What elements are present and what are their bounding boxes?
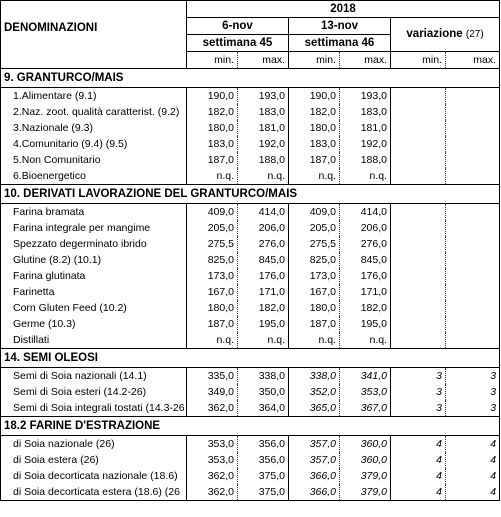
max-13nov-cell: 379,0 [360, 470, 387, 482]
row-label: 1.Alimentare (9.1) [1, 88, 187, 105]
table-row [1, 152, 500, 168]
max-variazione-cell [446, 120, 500, 136]
row-label: Farinetta [1, 284, 187, 300]
max-6nov-cell: 206,0 [258, 222, 285, 234]
row-label: Germe (10.3) [1, 316, 187, 332]
row-label: Corn Gluten Feed (10.2) [1, 300, 187, 316]
min-variazione-cell: 3 [391, 384, 446, 400]
variazione-header [391, 18, 500, 52]
table-row [1, 316, 500, 332]
max-variazione-cell: 4 [446, 468, 500, 484]
max-13nov-cell: 171,0 [360, 286, 387, 298]
table-row [1, 484, 500, 501]
table-header [1, 1, 500, 69]
min-6nov-cell: 180,0 [187, 300, 238, 316]
min-6nov-cell: 362,0 [187, 468, 238, 484]
max-13nov-cell: 414,0 [360, 206, 387, 218]
table-row [1, 104, 500, 120]
max-variazione-cell [446, 168, 500, 185]
section-title-filler [446, 69, 500, 88]
row-label: Spezzato degerminato ibrido [1, 236, 187, 252]
date1-header: 6-nov [187, 18, 289, 35]
min-13nov-cell: 338,0 [289, 368, 340, 385]
max-variazione-cell: 4 [446, 452, 500, 468]
min-variazione-cell [391, 236, 446, 252]
table-body [1, 69, 500, 501]
max-13nov-cell: 181,0 [360, 122, 387, 134]
max-13nov-cell: 206,0 [360, 222, 387, 234]
min-6nov-cell: n.q. [187, 332, 238, 349]
max-variazione-cell [446, 284, 500, 300]
max-variazione-cell [446, 204, 500, 221]
min-13nov-cell: 182,0 [289, 104, 340, 120]
max-variazione-cell [446, 152, 500, 168]
min-variazione-cell: 4 [391, 484, 446, 501]
table-row [1, 284, 500, 300]
min-variazione-cell: 3 [391, 400, 446, 417]
max-6nov-cell: 183,0 [258, 106, 285, 118]
max-6nov-cell: 171,0 [258, 286, 285, 298]
year-header: 2018 [187, 1, 500, 18]
max-variazione-cell: 4 [446, 436, 500, 453]
max-variazione-cell: 4 [446, 484, 500, 501]
min-13nov-cell: 187,0 [289, 316, 340, 332]
row-label: 3.Nazionale (9.3) [1, 120, 187, 136]
max-header-1: max. [238, 52, 289, 69]
min-13nov-cell: 205,0 [289, 220, 340, 236]
min-6nov-cell: 187,0 [187, 152, 238, 168]
row-label: Farina integrale per mangime [1, 220, 187, 236]
row-label: Distillati [1, 332, 187, 349]
min-variazione-cell: 3 [391, 368, 446, 385]
min-header-3: min. [391, 52, 446, 69]
table-row [1, 252, 500, 268]
max-6nov-cell: 181,0 [258, 122, 285, 134]
min-6nov-cell: 353,0 [187, 452, 238, 468]
min-13nov-cell: 365,0 [289, 400, 340, 417]
max-6nov-cell: n.q. [238, 332, 289, 349]
min-variazione-cell [391, 168, 446, 185]
min-6nov-cell: 173,0 [187, 268, 238, 284]
week1-header: settimana 45 [187, 35, 289, 52]
max-13nov-cell: 192,0 [360, 138, 387, 150]
table-row [1, 168, 500, 185]
date2-header: 13-nov [289, 18, 391, 35]
max-variazione-cell [446, 220, 500, 236]
row-label: di Soia decorticata nazionale (18.6) [1, 468, 187, 484]
row-label: Semi di Soia integrali tostati (14.3-26 [1, 400, 187, 417]
min-6nov-cell: 409,0 [187, 204, 238, 221]
min-6nov-cell: 205,0 [187, 220, 238, 236]
min-6nov-cell: 167,0 [187, 284, 238, 300]
max-header-3: max. [446, 52, 500, 69]
max-6nov-cell: 845,0 [258, 254, 285, 266]
table-row [1, 332, 500, 349]
min-variazione-cell [391, 220, 446, 236]
min-variazione-cell [391, 204, 446, 221]
section-title: 18.2 FARINE D'ESTRAZIONE [1, 417, 391, 436]
min-13nov-cell: 173,0 [289, 268, 340, 284]
min-6nov-cell: 825,0 [187, 252, 238, 268]
max-6nov-cell: 188,0 [258, 154, 285, 166]
row-label: 6.Bioenergetico [1, 168, 187, 185]
section-title-filler [446, 417, 500, 436]
min-variazione-cell [391, 88, 446, 105]
min-13nov-cell: 167,0 [289, 284, 340, 300]
min-variazione-cell [391, 152, 446, 168]
section-title: 10. DERIVATI LAVORAZIONE DEL GRANTURCO/MAIS [1, 185, 391, 204]
row-label: di Soia nazionale (26) [1, 436, 187, 453]
max-variazione-cell: 3 [446, 384, 500, 400]
max-13nov-cell: n.q. [340, 168, 391, 185]
table-row [1, 452, 500, 468]
min-13nov-cell: 825,0 [289, 252, 340, 268]
min-13nov-cell: n.q. [289, 332, 340, 349]
max-variazione-cell: 3 [446, 400, 500, 417]
table-row [1, 220, 500, 236]
max-6nov-cell: 195,0 [258, 318, 285, 330]
max-6nov-cell: 338,0 [258, 370, 285, 382]
max-6nov-cell: 364,0 [238, 400, 289, 417]
max-13nov-cell: 195,0 [360, 318, 387, 330]
max-variazione-cell [446, 300, 500, 316]
max-13nov-cell: 188,0 [360, 154, 387, 166]
table-row [1, 88, 500, 105]
max-13nov-cell: 341,0 [360, 370, 387, 382]
min-variazione-cell [391, 136, 446, 152]
row-label: di Soia estera (26) [1, 452, 187, 468]
min-variazione-cell [391, 316, 446, 332]
max-13nov-cell: 193,0 [360, 90, 387, 102]
row-label: Semi di Soia nazionali (14.1) [1, 368, 187, 385]
section-title-filler [391, 417, 446, 436]
max-13nov-cell: 845,0 [360, 254, 387, 266]
row-label: 5.Non Comunitario [1, 152, 187, 168]
table-row [1, 268, 500, 284]
max-6nov-cell: 276,0 [258, 238, 285, 250]
max-13nov-cell: 183,0 [360, 106, 387, 118]
table-row [1, 368, 500, 385]
min-6nov-cell: 335,0 [187, 368, 238, 385]
min-variazione-cell [391, 300, 446, 316]
min-6nov-cell: 362,0 [187, 484, 238, 501]
table-row [1, 436, 500, 453]
max-6nov-cell: 356,0 [258, 454, 285, 466]
min-variazione-cell [391, 332, 446, 349]
max-6nov-cell: 375,0 [258, 470, 285, 482]
min-header-1: min. [187, 52, 238, 69]
section-title-row [1, 185, 500, 204]
row-label: Semi di Soia esteri (14.2-26) [1, 384, 187, 400]
max-6nov-cell: 192,0 [258, 138, 285, 150]
max-variazione-cell: 3 [446, 368, 500, 385]
section-title-row [1, 349, 500, 368]
max-variazione-cell [446, 236, 500, 252]
row-label: 4.Comunitario (9.4) (9.5) [1, 136, 187, 152]
table-row [1, 236, 500, 252]
min-6nov-cell: 275,5 [187, 236, 238, 252]
table-row [1, 300, 500, 316]
table-row [1, 384, 500, 400]
max-6nov-cell: n.q. [238, 168, 289, 185]
section-title: 14. SEMI OLEOSI [1, 349, 391, 368]
min-6nov-cell: 180,0 [187, 120, 238, 136]
max-variazione-cell [446, 316, 500, 332]
max-13nov-cell: 360,0 [360, 454, 387, 466]
max-6nov-cell: 176,0 [258, 270, 285, 282]
max-variazione-cell [446, 88, 500, 105]
table-row [1, 204, 500, 221]
max-13nov-cell: 276,0 [360, 238, 387, 250]
min-13nov-cell: n.q. [289, 168, 340, 185]
min-13nov-cell: 357,0 [289, 452, 340, 468]
min-13nov-cell: 183,0 [289, 136, 340, 152]
row-label: Farina glutinata [1, 268, 187, 284]
min-variazione-cell [391, 284, 446, 300]
min-variazione-cell: 4 [391, 436, 446, 453]
table-row [1, 400, 500, 417]
section-title: 9. GRANTURCO/MAIS [1, 69, 391, 88]
max-6nov-cell: 182,0 [258, 302, 285, 314]
min-13nov-cell: 366,0 [289, 468, 340, 484]
denominazioni-header: DENOMINAZIONI [1, 1, 187, 52]
min-variazione-cell: 4 [391, 468, 446, 484]
section-title-filler [446, 349, 500, 368]
min-variazione-cell: 4 [391, 452, 446, 468]
min-6nov-cell: 353,0 [187, 436, 238, 453]
min-variazione-cell [391, 120, 446, 136]
section-title-row [1, 69, 500, 88]
min-header-2: min. [289, 52, 340, 69]
min-6nov-cell: 187,0 [187, 316, 238, 332]
section-title-filler [391, 185, 446, 204]
max-6nov-cell: 350,0 [258, 386, 285, 398]
max-header-2: max. [340, 52, 391, 69]
max-13nov-cell: 379,0 [340, 484, 391, 501]
variazione-note: (27) [465, 29, 484, 40]
max-13nov-cell: n.q. [340, 332, 391, 349]
min-13nov-cell: 190,0 [289, 88, 340, 105]
max-13nov-cell: 176,0 [360, 270, 387, 282]
table-row [1, 120, 500, 136]
section-title-filler [391, 69, 446, 88]
min-13nov-cell: 187,0 [289, 152, 340, 168]
row-label: Glutine (8.2) (10.1) [1, 252, 187, 268]
row-label: 2.Naz. zoot. qualità caratterist. (9.2) [1, 104, 187, 120]
max-13nov-cell: 182,0 [360, 302, 387, 314]
min-13nov-cell: 352,0 [289, 384, 340, 400]
section-title-row [1, 417, 500, 436]
min-variazione-cell [391, 252, 446, 268]
section-title-filler [391, 349, 446, 368]
max-6nov-cell: 375,0 [238, 484, 289, 501]
max-variazione-cell [446, 104, 500, 120]
max-13nov-cell: 367,0 [340, 400, 391, 417]
row-label: Farina bramata [1, 204, 187, 221]
max-6nov-cell: 414,0 [258, 206, 285, 218]
row-label: di Soia decorticata estera (18.6) (26 [1, 484, 187, 501]
min-6nov-cell: 190,0 [187, 88, 238, 105]
max-6nov-cell: 356,0 [258, 438, 285, 450]
variazione-label: variazione [406, 28, 463, 40]
max-variazione-cell [446, 252, 500, 268]
week2-header: settimana 46 [289, 35, 391, 52]
min-13nov-cell: 180,0 [289, 300, 340, 316]
min-6nov-cell: n.q. [187, 168, 238, 185]
max-13nov-cell: 353,0 [360, 386, 387, 398]
max-6nov-cell: 193,0 [258, 90, 285, 102]
min-13nov-cell: 357,0 [289, 436, 340, 453]
min-6nov-cell: 349,0 [187, 384, 238, 400]
min-variazione-cell [391, 268, 446, 284]
max-variazione-cell [446, 268, 500, 284]
min-6nov-cell: 182,0 [187, 104, 238, 120]
min-13nov-cell: 180,0 [289, 120, 340, 136]
max-variazione-cell [446, 332, 500, 349]
min-6nov-cell: 183,0 [187, 136, 238, 152]
table-row [1, 136, 500, 152]
min-variazione-cell [391, 104, 446, 120]
min-13nov-cell: 366,0 [289, 484, 340, 501]
min-13nov-cell: 275,5 [289, 236, 340, 252]
table-row [1, 468, 500, 484]
max-variazione-cell [446, 136, 500, 152]
min-13nov-cell: 409,0 [289, 204, 340, 221]
min-6nov-cell: 362,0 [187, 400, 238, 417]
max-13nov-cell: 360,0 [360, 438, 387, 450]
section-title-filler [446, 185, 500, 204]
